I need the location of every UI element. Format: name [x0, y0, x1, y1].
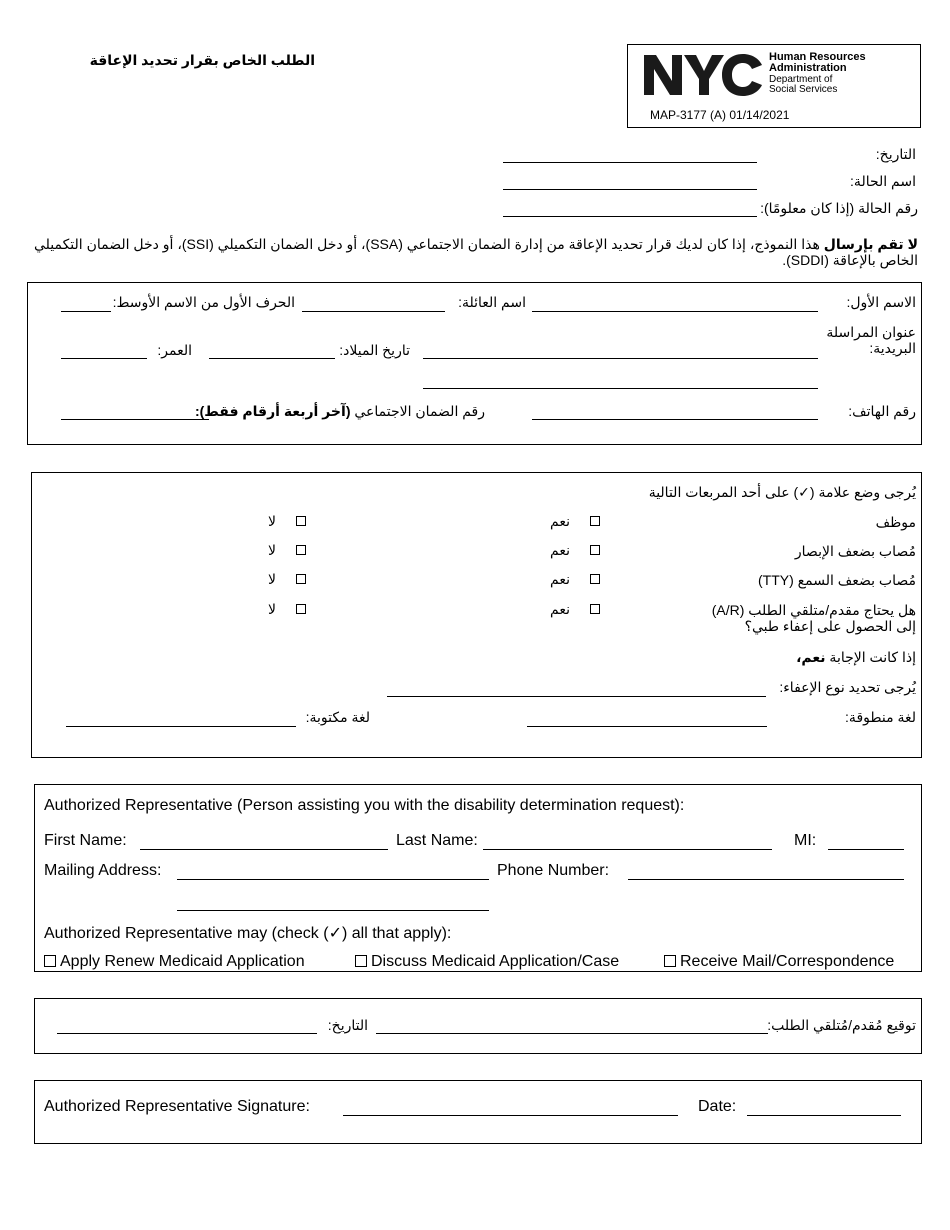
- date-line[interactable]: [503, 162, 757, 163]
- rep-phone-label: Phone Number:: [497, 862, 610, 879]
- exemption-type-line[interactable]: [387, 696, 766, 697]
- applicant-signature-date-label: التاريخ:: [327, 1017, 368, 1033]
- phone-line[interactable]: [532, 419, 818, 420]
- rep-signature-date-line[interactable]: [747, 1115, 901, 1116]
- exemption-type-label: يُرجى تحديد نوع الإعفاء:: [779, 679, 916, 695]
- rep-mailing-label: Mailing Address:: [44, 862, 162, 879]
- no-checkbox-employed[interactable]: [296, 516, 306, 526]
- spoken-language-line[interactable]: [527, 726, 767, 727]
- first-name-label: الاسم الأول:: [846, 294, 916, 310]
- rep-may-label: Authorized Representative may (check (✓) all that apply):: [44, 925, 452, 942]
- rep-mi-line[interactable]: [828, 849, 904, 850]
- agency-logo-box: [627, 44, 921, 128]
- dob-line[interactable]: [209, 358, 335, 359]
- check-instruction: يُرجى وضع علامة (✓) على أحد المربعات التالية: [648, 484, 916, 500]
- case-name-line[interactable]: [503, 189, 757, 190]
- no-label-medical-exemption: لا: [268, 601, 276, 617]
- no-label-hearing-impaired: لا: [268, 571, 276, 587]
- rep-option-apply[interactable]: [44, 953, 305, 971]
- agency-dept-line2: Social Services: [769, 84, 838, 95]
- mailing-address-label: [820, 324, 916, 356]
- if-yes-label: [700, 649, 916, 666]
- first-name-line[interactable]: [532, 311, 818, 312]
- yes-label-medical-exemption: نعم: [550, 601, 570, 617]
- row-label-medical-exemption: [640, 602, 916, 634]
- applicant-signature-date-line[interactable]: [57, 1033, 317, 1034]
- notice-text: [34, 236, 918, 268]
- form-code: MAP-3177 (A) 01/14/2021: [650, 108, 790, 122]
- yes-label-visually-impaired: نعم: [550, 542, 570, 558]
- notice-bold: لا تقم بإرسال: [823, 236, 918, 252]
- ssn-line[interactable]: [61, 419, 209, 420]
- written-language-line[interactable]: [66, 726, 296, 727]
- yes-label-employed: نعم: [550, 513, 570, 529]
- rep-first-name-line[interactable]: [140, 849, 388, 850]
- agency-name-line2: Administration: [769, 62, 847, 74]
- form-title: الطلب الخاص بقرار تحديد الإعاقة: [89, 52, 315, 68]
- spoken-language-label: لغة منطوقة:: [845, 709, 916, 725]
- rep-mailing-line-1[interactable]: [177, 879, 489, 880]
- yes-label-hearing-impaired: نعم: [550, 571, 570, 587]
- mailing-address-label-1: عنوان المراسلة: [826, 324, 916, 340]
- rep-option-mail[interactable]: [664, 953, 894, 971]
- row-label-hearing-impaired: مُصاب بضعف السمع (TTY): [757, 572, 916, 588]
- applicant-signature-line[interactable]: [376, 1033, 768, 1034]
- notice-line2: الخاص بالإعاقة (SDDI).: [782, 252, 918, 268]
- nyc-logo-icon: [642, 51, 766, 99]
- yes-checkbox-medical-exemption[interactable]: [590, 604, 600, 614]
- ssn-label: [194, 403, 485, 420]
- case-number-label: رقم الحالة (إذا كان معلومًا):: [760, 200, 918, 216]
- mailing-address-line-2[interactable]: [423, 388, 818, 389]
- rep-signature-date-label: Date:: [698, 1098, 737, 1115]
- mailing-address-label-2: البريدية:: [869, 340, 916, 356]
- no-checkbox-medical-exemption[interactable]: [296, 604, 306, 614]
- age-line[interactable]: [61, 358, 147, 359]
- rep-option-mail-checkbox[interactable]: [664, 955, 676, 967]
- ssn-label-text: رقم الضمان الاجتماعي: [350, 403, 485, 419]
- yes-checkbox-employed[interactable]: [590, 516, 600, 526]
- rep-mailing-line-2[interactable]: [177, 910, 489, 911]
- rep-phone-line[interactable]: [628, 879, 904, 880]
- rep-option-apply-label: Apply Renew Medicaid Application: [60, 953, 305, 970]
- if-yes-text: إذا كانت الإجابة: [825, 649, 916, 665]
- yes-checkbox-hearing-impaired[interactable]: [590, 574, 600, 584]
- middle-initial-line[interactable]: [61, 311, 111, 312]
- written-language-label: لغة مكتوبة:: [305, 709, 370, 725]
- mailing-address-line-1[interactable]: [423, 358, 818, 359]
- case-number-line[interactable]: [503, 216, 757, 217]
- rep-option-apply-checkbox[interactable]: [44, 955, 56, 967]
- rep-option-mail-label: Receive Mail/Correspondence: [680, 953, 895, 970]
- rep-mi-label: MI:: [794, 832, 817, 849]
- last-name-line[interactable]: [302, 311, 445, 312]
- rep-first-name-label: First Name:: [44, 832, 127, 849]
- no-label-employed: لا: [268, 513, 276, 529]
- last-name-label: اسم العائلة:: [458, 294, 526, 310]
- agency-name-line1: Human Resources: [769, 51, 866, 63]
- row-label-employed: موظف: [875, 514, 916, 530]
- no-checkbox-visually-impaired[interactable]: [296, 545, 306, 555]
- if-yes-bold: نعم،: [796, 649, 826, 665]
- rep-last-name-line[interactable]: [483, 849, 772, 850]
- ssn-label-bold: (آخر أربعة أرقام فقط):: [194, 403, 351, 419]
- no-label-visually-impaired: لا: [268, 542, 276, 558]
- agency-dept-line1: Department of: [769, 74, 833, 85]
- row-label-medical-exemption-2: إلى الحصول على إعفاء طبي؟: [744, 618, 916, 634]
- auth-rep-bottom-border: [34, 971, 922, 972]
- date-label: التاريخ:: [875, 146, 916, 162]
- no-checkbox-hearing-impaired[interactable]: [296, 574, 306, 584]
- rep-option-discuss-checkbox[interactable]: [355, 955, 367, 967]
- applicant-signature-label: توقيع مُقدم/مُتلقي الطلب:: [767, 1017, 916, 1033]
- rep-option-discuss-label: Discuss Medicaid Application/Case: [371, 953, 620, 970]
- dob-label: تاريخ الميلاد:: [339, 342, 410, 358]
- rep-option-discuss[interactable]: [355, 953, 619, 971]
- phone-label: رقم الهاتف:: [848, 403, 916, 419]
- row-label-visually-impaired: مُصاب بضعف الإبصار: [794, 543, 916, 559]
- auth-rep-heading: Authorized Representative (Person assisting you with the disability determination request):: [44, 797, 685, 814]
- yes-checkbox-visually-impaired[interactable]: [590, 545, 600, 555]
- middle-initial-label: الحرف الأول من الاسم الأوسط:: [112, 294, 295, 310]
- rep-last-name-label: Last Name:: [396, 832, 478, 849]
- rep-signature-label: Authorized Representative Signature:: [44, 1098, 310, 1115]
- age-label: العمر:: [157, 342, 192, 358]
- case-name-label: اسم الحالة:: [850, 173, 916, 189]
- notice-rest: هذا النموذج، إذا كان لديك قرار تحديد الإعاقة من إدارة الضمان الاجتماعي (SSA)، أو دخل الضمان التكميلي (SSI)، أو دخل الضمان التكميلي: [33, 236, 824, 252]
- row-label-medical-exemption-1: هل يحتاج مقدم/متلقي الطلب (A/R): [711, 602, 916, 618]
- rep-signature-line[interactable]: [343, 1115, 678, 1116]
